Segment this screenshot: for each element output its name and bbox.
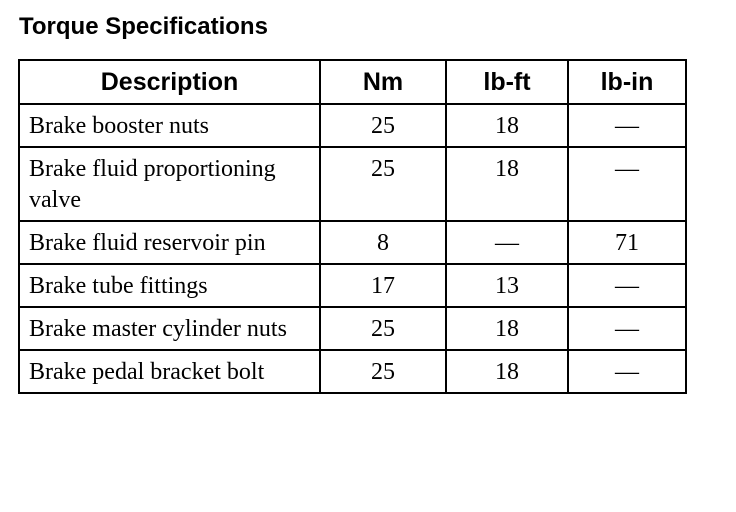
column-header-lb-ft: lb-ft	[446, 60, 568, 104]
description-cell: Brake fluid proportioning valve	[19, 147, 320, 221]
table-row	[19, 104, 686, 147]
lb-ft-cell: 18	[446, 104, 568, 147]
column-header-nm: Nm	[320, 60, 446, 104]
lb-in-cell: —	[568, 147, 686, 221]
nm-cell: 25	[320, 307, 446, 350]
lb-ft-cell: 13	[446, 264, 568, 307]
lb-ft-cell: 18	[446, 147, 568, 221]
lb-ft-cell: 18	[446, 350, 568, 393]
lb-in-cell: —	[568, 264, 686, 307]
lb-in-cell: 71	[568, 221, 686, 264]
column-header-description: Description	[19, 60, 320, 104]
nm-cell: 17	[320, 264, 446, 307]
description-cell: Brake tube fittings	[19, 264, 320, 307]
page-title: Torque Specifications	[19, 13, 268, 40]
lb-ft-cell: 18	[446, 307, 568, 350]
lb-in-cell: —	[568, 350, 686, 393]
description-cell: Brake master cylinder nuts	[19, 307, 320, 350]
table-row	[19, 264, 686, 307]
nm-cell: 8	[320, 221, 446, 264]
table-row	[19, 350, 686, 393]
nm-cell: 25	[320, 104, 446, 147]
description-cell: Brake booster nuts	[19, 104, 320, 147]
lb-ft-cell: —	[446, 221, 568, 264]
description-cell: Brake fluid reservoir pin	[19, 221, 320, 264]
column-header-lb-in: lb-in	[568, 60, 686, 104]
description-cell: Brake pedal bracket bolt	[19, 350, 320, 393]
table-row	[19, 147, 686, 221]
nm-cell: 25	[320, 147, 446, 221]
table-row	[19, 307, 686, 350]
table-row	[19, 221, 686, 264]
nm-cell: 25	[320, 350, 446, 393]
lb-in-cell: —	[568, 104, 686, 147]
lb-in-cell: —	[568, 307, 686, 350]
table-header-row	[19, 60, 686, 104]
torque-specifications-table	[18, 59, 687, 394]
